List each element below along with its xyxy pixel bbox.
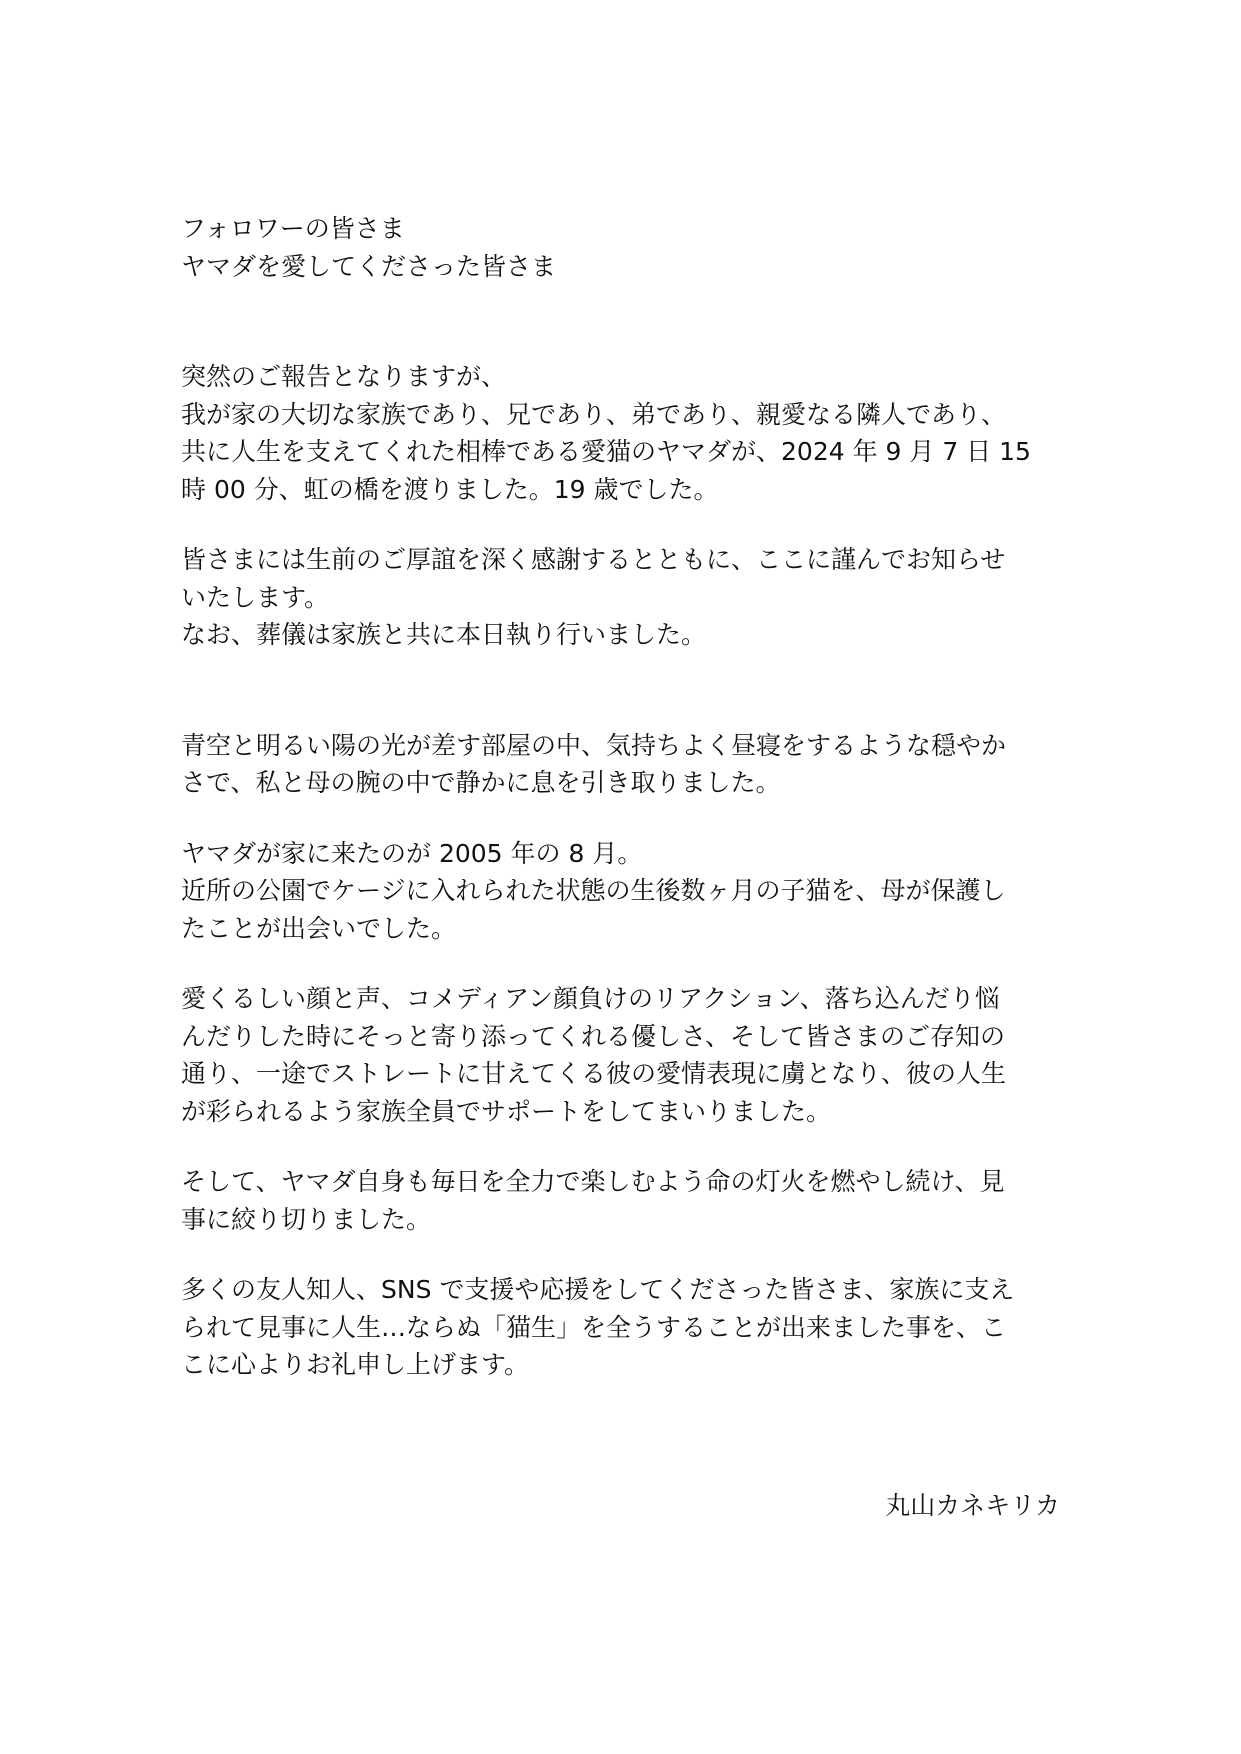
paragraph-line: 近所の公園でケージに入れられた状態の生後数ヶ月の子猫を、母が保護し [181, 876, 1006, 905]
paragraph-line: られて見事に人生…ならぬ「猫生」を全うすることが出来ました事を、こ [181, 1312, 1007, 1342]
paragraph-line: いたします。 [181, 582, 330, 612]
paragraph-line: そして、ヤマダ自身も毎日を全力で楽しむよう命の灯火を燃やし続け、見 [181, 1167, 1005, 1196]
paragraph-line: 我が家の大切な家族であり、兄であり、弟であり、親愛なる隣人であり、 [181, 399, 1007, 429]
paragraph [181, 1271, 1061, 1384]
paragraph-line: 通り、一途でストレートに甘えてくる彼の愛情表現に虜となり、彼の人生 [181, 1059, 1007, 1088]
signature: 丸山カネキリカ [885, 1491, 1060, 1520]
paragraph-line: ヤマダが家に来たのが 2005 年の 8 月。 [181, 838, 643, 868]
paragraph-line: 突然のご報告となりますが、 [181, 362, 507, 391]
paragraph-line: 多くの友人知人、SNS で支援や応援をしてくださった皆さま、家族に支え [181, 1275, 1015, 1304]
paragraph-line: 時 00 分、虹の橋を渡りました。19 歳でした。 [181, 474, 719, 504]
paragraph-line: んだりした時にそっと寄り添ってくれる優しさ、そして皆さまのご存知の [181, 1021, 1006, 1051]
paragraph-line: が彩られるよう家族全員でサポートをしてまいりました。 [181, 1096, 832, 1126]
salutation [181, 210, 1061, 285]
paragraph [181, 358, 1061, 508]
paragraph-line: たことが出会いでした。 [181, 913, 457, 943]
letter-body [181, 210, 1061, 1384]
paragraph [181, 541, 1061, 654]
paragraph-line: 皆さまには生前のご厚誼を深く感謝するとともに、ここに謹んでお知らせ [181, 545, 1006, 574]
paragraph-line: 青空と明るい陽の光が差す部屋の中、気持ちよく昼寝をするような穏やか [181, 730, 1007, 760]
paragraph-line: なお、葬儀は家族と共に本日執り行いました。 [181, 620, 707, 649]
paragraph-line: さで、私と母の腕の中で静かに息を引き取りました。 [181, 768, 781, 797]
paragraph [181, 727, 1061, 802]
salutation-line: フォロワーの皆さま [181, 214, 405, 243]
paragraph [181, 1163, 1061, 1238]
paragraph [181, 980, 1061, 1130]
paragraph-line: こに心よりお礼申し上げます。 [181, 1350, 530, 1379]
salutation-line: ヤマダを愛してくださった皆さま [181, 251, 557, 281]
paragraph-line: 愛くるしい顔と声、コメディアン顔負けのリアクション、落ち込んだり悩 [181, 984, 1000, 1013]
paragraph-line: 事に絞り切りました。 [181, 1204, 432, 1234]
paragraph-line: 共に人生を支えてくれた相棒である愛猫のヤマダが、2024 年 9 月 7 日 15 [181, 437, 1031, 466]
paragraph [181, 835, 1061, 948]
